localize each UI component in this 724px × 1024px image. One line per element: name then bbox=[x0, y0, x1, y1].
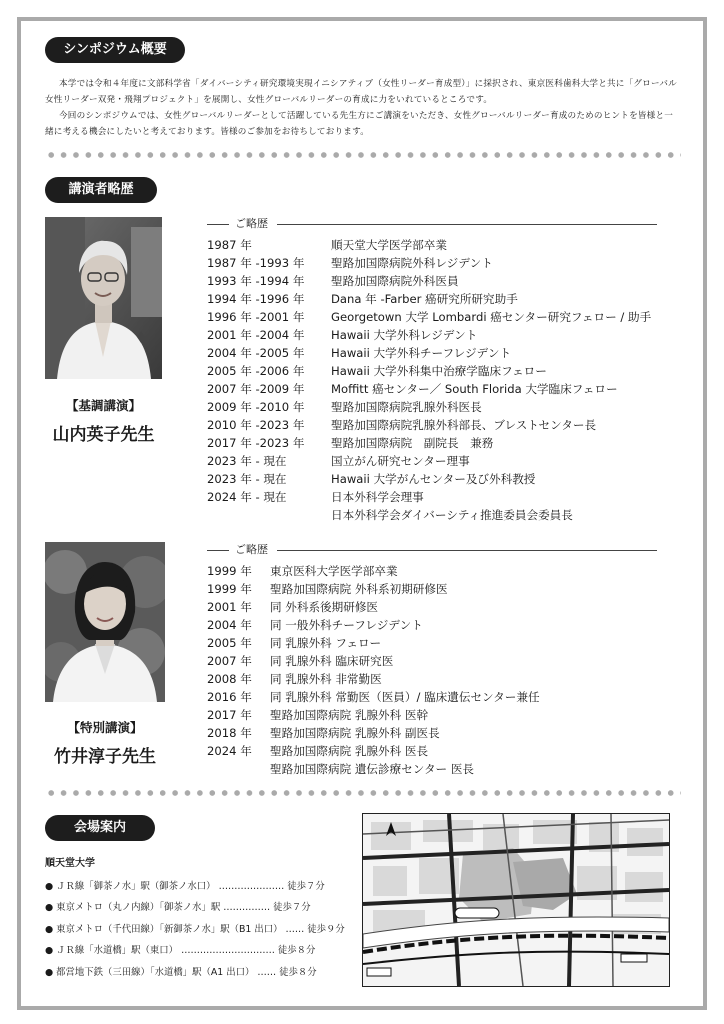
access-leader: ………………………… bbox=[181, 945, 275, 957]
overview-text bbox=[45, 76, 681, 140]
history-text: 聖路加国際病院 乳腺外科 副医長 bbox=[270, 726, 440, 740]
access-time: 徒歩７分 bbox=[273, 902, 311, 914]
history-text: Hawaii 大学外科チーフレジデント bbox=[331, 346, 512, 360]
speaker-role: 【特別講演】 bbox=[67, 720, 143, 735]
access-route: ＪＲ線「水道橋」駅（東口） bbox=[56, 945, 179, 957]
access-route: ＪＲ線「御茶ノ水」駅（御茶ノ水口） bbox=[56, 881, 216, 892]
history-year: 2001 年 bbox=[207, 600, 252, 614]
history-text: Hawaii 大学がんセンター及び外科教授 bbox=[331, 472, 536, 486]
history-text: 日本外科学会理事 bbox=[331, 490, 424, 504]
history-year: 1994 年 -1996 年 bbox=[207, 292, 305, 306]
access-route: 都営地下鉄（三田線）「水道橋」駅（A1 出口） bbox=[56, 966, 255, 978]
access-list bbox=[45, 880, 345, 987]
history-rule-left bbox=[207, 550, 229, 551]
history-row bbox=[207, 308, 677, 326]
history-header bbox=[207, 217, 657, 231]
history-row bbox=[207, 272, 677, 290]
history-text: 順天堂大学医学部卒業 bbox=[331, 238, 447, 252]
history-row bbox=[207, 488, 677, 506]
bullet-icon: ● bbox=[45, 966, 57, 978]
access-item bbox=[45, 901, 345, 922]
history-year: 1987 年 -1993 年 bbox=[207, 256, 305, 270]
access-time: 徒歩７分 bbox=[287, 881, 325, 892]
history-text: 聖路加国際病院外科医員 bbox=[331, 274, 459, 288]
access-time: 徒歩８分 bbox=[277, 945, 316, 957]
speakers-heading: 講演者略歴 bbox=[45, 177, 157, 203]
history-year: 2005 年 -2006 年 bbox=[207, 364, 305, 378]
venue-heading: 会場案内 bbox=[45, 815, 155, 841]
history-row bbox=[207, 634, 677, 652]
history-rule-right bbox=[277, 224, 657, 225]
history-row bbox=[207, 362, 677, 380]
history-year: 2018 年 bbox=[207, 726, 252, 740]
history-text: 聖路加国際病院 乳腺外科 医長 bbox=[270, 744, 429, 758]
history-year: 1993 年 -1994 年 bbox=[207, 274, 305, 288]
venue-name: 順天堂大学 bbox=[45, 858, 95, 869]
history-row bbox=[207, 290, 677, 308]
history-year bbox=[207, 506, 331, 524]
history-row bbox=[207, 236, 677, 254]
history-text: 東京医科大学医学部卒業 bbox=[270, 564, 398, 578]
history-year: 2007 年 bbox=[207, 654, 252, 668]
history-text: 聖路加国際病院 外科系初期研修医 bbox=[270, 582, 448, 596]
history-year: 2016 年 bbox=[207, 690, 252, 704]
history-year: 2023 年 - 現在 bbox=[207, 454, 287, 468]
history-text: 同 外科系後期研修医 bbox=[270, 600, 379, 614]
history-label: ご略歴 bbox=[235, 543, 268, 556]
overview-paragraph: 今回のシンポジウムでは、女性グローバルリーダーとして活躍している先生方にご講演をいただき、女性グローバルリーダー育成のためのヒントを皆様と一緒に考える機会にしたいと考えております。皆様のご参加をお待ちしております。 bbox=[45, 111, 674, 137]
history-year: 1987 年 bbox=[207, 238, 252, 252]
history-year: 1996 年 -2001 年 bbox=[207, 310, 305, 324]
history-year: 2023 年 - 現在 bbox=[207, 472, 287, 486]
history-year: 2017 年 -2023 年 bbox=[207, 436, 305, 450]
history-year: 1999 年 bbox=[207, 564, 252, 578]
history-text: 国立がん研究センター理事 bbox=[331, 454, 470, 468]
history-text: Dana 年 -Farber 癌研究所研究助手 bbox=[331, 292, 518, 306]
history-text: 同 一般外科チーフレジデント bbox=[270, 618, 423, 632]
bullet-icon: ● bbox=[45, 902, 57, 914]
history-row bbox=[207, 434, 677, 452]
history-header bbox=[207, 543, 657, 557]
history-row bbox=[207, 344, 677, 362]
history-row bbox=[207, 452, 677, 470]
history-row bbox=[207, 380, 677, 398]
history-row bbox=[207, 724, 677, 742]
access-time: 徒歩９分 bbox=[307, 923, 345, 935]
history-text: 同 乳腺外科 常勤医（医員）/ 臨床遺伝センター兼任 bbox=[270, 690, 540, 704]
history-row bbox=[207, 706, 677, 724]
history-year: 2008 年 bbox=[207, 672, 252, 686]
speaker-name: 竹井淳子先生 bbox=[54, 747, 156, 767]
bullet-icon: ● bbox=[45, 923, 57, 935]
history-text: 聖路加国際病院 副院長 兼務 bbox=[331, 436, 494, 450]
access-route: 東京メトロ（千代田線）「新御茶ノ水」駅（B1 出口） bbox=[56, 923, 283, 935]
history-row bbox=[207, 598, 677, 616]
history-row bbox=[207, 688, 677, 706]
history-row bbox=[207, 652, 677, 670]
speaker-role: 【基調講演】 bbox=[65, 398, 141, 413]
history-text: 聖路加国際病院外科レジデント bbox=[331, 256, 493, 270]
history-rule-right bbox=[277, 550, 657, 551]
history-text: 日本外科学会ダイバーシティ推進委員会委員長 bbox=[331, 508, 573, 522]
bullet-icon: ● bbox=[45, 945, 57, 957]
history-row bbox=[207, 398, 677, 416]
history-text: 聖路加国際病院乳腺外科医長 bbox=[331, 400, 482, 414]
access-leader: …………… bbox=[223, 902, 271, 914]
history-row bbox=[207, 760, 677, 778]
access-leader: …… bbox=[285, 923, 305, 935]
access-item bbox=[45, 923, 345, 944]
access-time: 徒歩８分 bbox=[279, 966, 317, 978]
history-text: 同 乳腺外科 フェロー bbox=[270, 636, 382, 650]
history-row bbox=[207, 670, 677, 688]
history-text: Hawaii 大学外科レジデント bbox=[331, 328, 478, 342]
history-row bbox=[207, 416, 677, 434]
history-year bbox=[207, 760, 270, 778]
speaker-photo-yamauchi bbox=[45, 217, 162, 379]
speaker-name: 山内英子先生 bbox=[52, 425, 155, 445]
venue-map bbox=[362, 813, 670, 987]
access-item bbox=[45, 966, 345, 987]
access-item bbox=[45, 944, 345, 965]
access-leader: …… bbox=[257, 966, 277, 978]
history-year: 2024 年 - 現在 bbox=[207, 490, 287, 504]
history-row bbox=[207, 470, 677, 488]
history-year: 2005 年 bbox=[207, 636, 252, 650]
history-year: 2024 年 bbox=[207, 744, 252, 758]
history-year: 2004 年 bbox=[207, 618, 252, 632]
access-item bbox=[45, 880, 345, 901]
access-route: 東京メトロ（丸ノ内線）「御茶ノ水」駅 bbox=[56, 902, 221, 914]
history-row bbox=[207, 254, 677, 272]
overview-paragraph: 本学では令和４年度に文部科学省「ダイバーシティ研究環境実現イニシアティブ（女性リーダー育成型）」に採択され、東京医科歯科大学と共に「グローバル女性リーダー双発・飛翔プロジェクト」を展開し、女性グローバルリーダーの育成に力をいれているところです。 bbox=[45, 79, 677, 105]
speaker-history-takei bbox=[207, 562, 677, 778]
history-text: 同 乳腺外科 非常勤医 bbox=[270, 672, 382, 686]
bullet-icon: ● bbox=[45, 881, 57, 892]
dotted-divider bbox=[45, 790, 681, 796]
history-year: 2010 年 -2023 年 bbox=[207, 418, 305, 432]
history-row bbox=[207, 616, 677, 634]
history-text: Hawaii 大学外科集中治療学臨床フェロー bbox=[331, 364, 547, 378]
history-text: 聖路加国際病院 遺伝診療センター 医長 bbox=[270, 762, 475, 776]
history-rule-left bbox=[207, 224, 229, 225]
history-text: 聖路加国際病院 乳腺外科 医幹 bbox=[270, 708, 429, 722]
history-year: 2009 年 -2010 年 bbox=[207, 400, 305, 414]
history-year: 2004 年 -2005 年 bbox=[207, 346, 305, 360]
history-text: Georgetown 大学 Lombardi 癌センター研究フェロー / 助手 bbox=[331, 310, 652, 324]
speaker-photo-takei bbox=[45, 542, 165, 702]
history-year: 2017 年 bbox=[207, 708, 252, 722]
speaker-history-yamauchi bbox=[207, 236, 677, 524]
history-row bbox=[207, 506, 677, 524]
access-leader: ………………… bbox=[218, 881, 285, 892]
history-row bbox=[207, 326, 677, 344]
overview-heading: シンポジウム概要 bbox=[45, 37, 185, 63]
history-text: 聖路加国際病院乳腺外科部長、ブレストセンター長 bbox=[331, 418, 597, 432]
dotted-divider bbox=[45, 152, 681, 158]
history-year: 2007 年 -2009 年 bbox=[207, 382, 305, 396]
history-year: 2001 年 -2004 年 bbox=[207, 328, 305, 342]
history-label: ご略歴 bbox=[235, 217, 268, 230]
history-text: Moffitt 癌センター／ South Florida 大学臨床フェロー bbox=[331, 382, 618, 396]
history-row bbox=[207, 580, 677, 598]
history-year: 1999 年 bbox=[207, 582, 252, 596]
history-row bbox=[207, 562, 677, 580]
history-row bbox=[207, 742, 677, 760]
history-text: 同 乳腺外科 臨床研究医 bbox=[270, 654, 394, 668]
